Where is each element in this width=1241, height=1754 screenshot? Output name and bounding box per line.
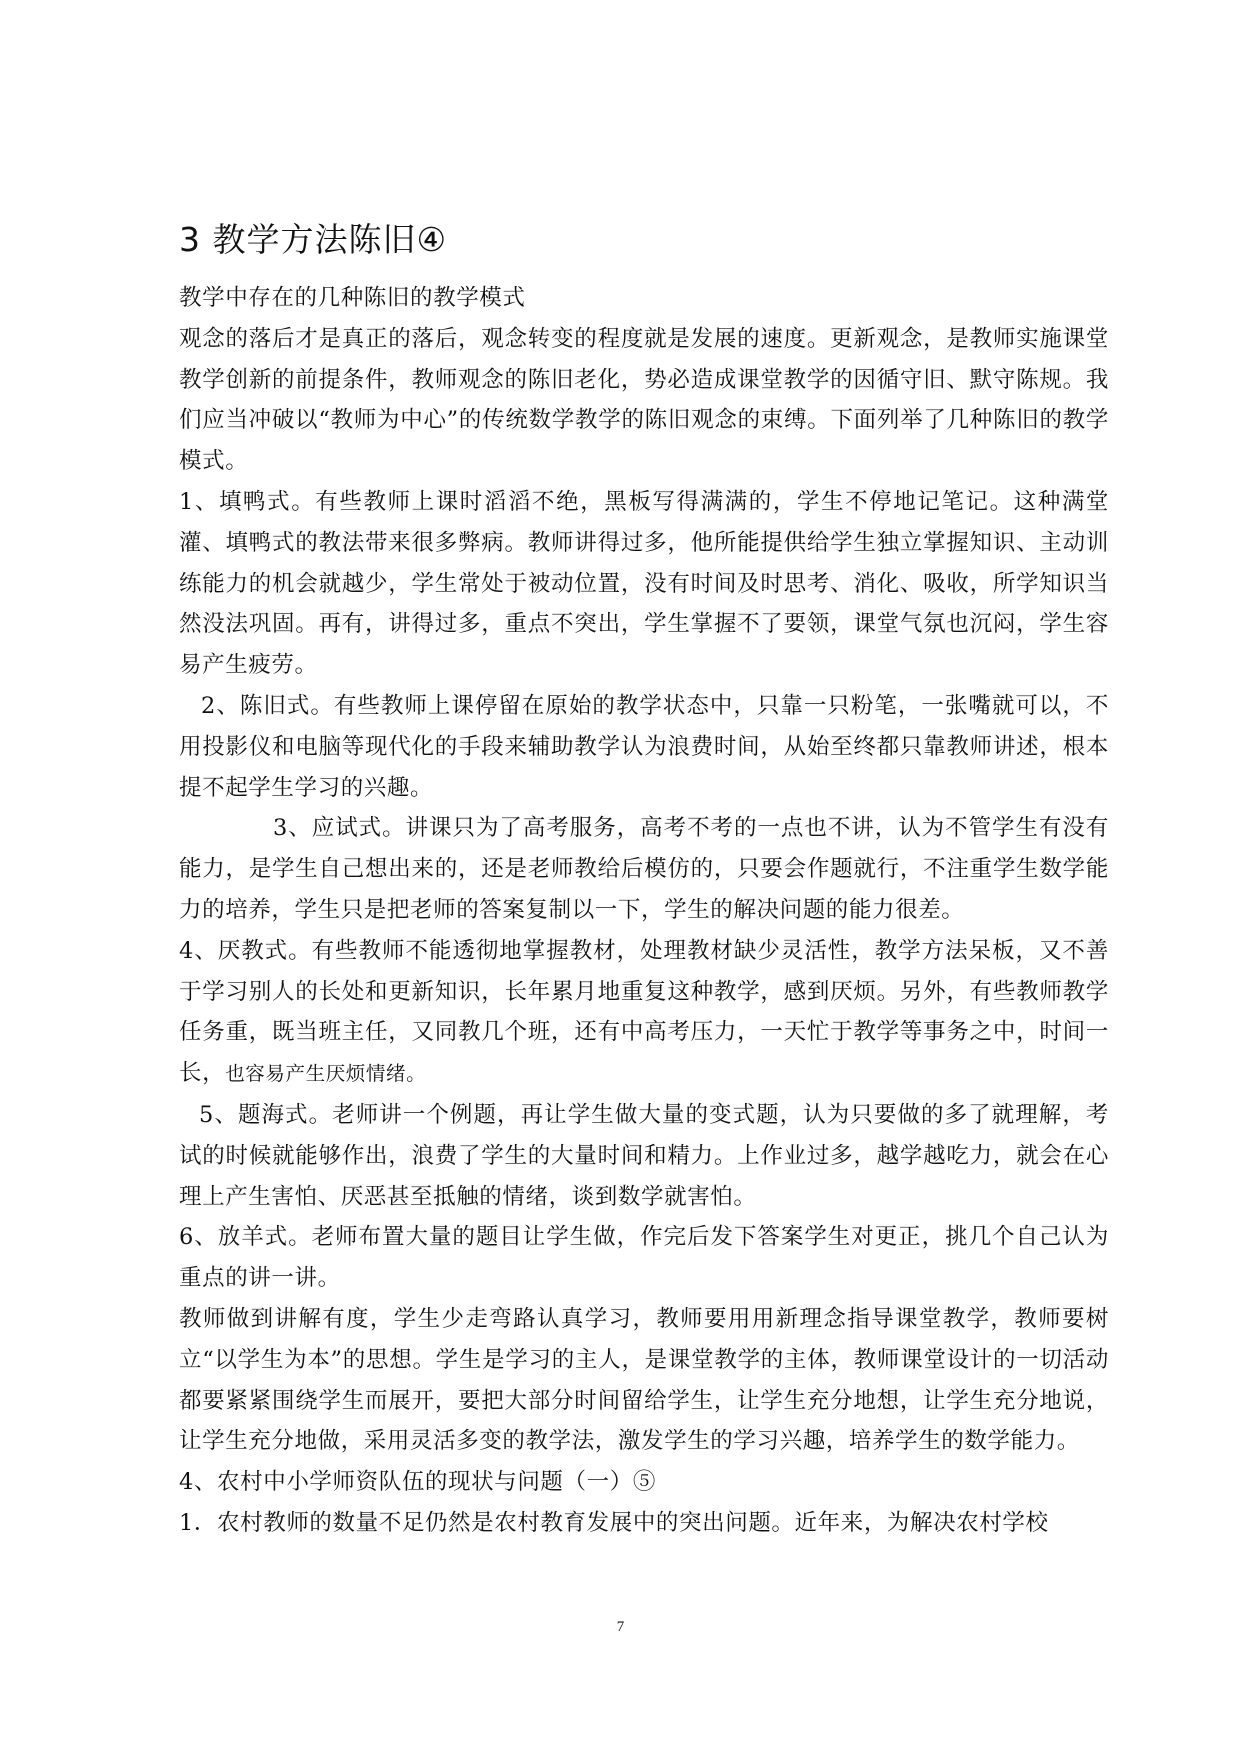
paragraph-item-6: 6、放羊式。老师布置大量的题目让学生做，作完后发下答案学生对更正，挑几个自己认为重点的讲一讲。: [179, 1224, 1109, 1292]
paragraph-intro: 观念的落后才是真正的落后，观念转变的程度就是发展的速度。更新观念，是教师实施课堂教学创新的前提条件，教师观念的陈旧老化，势必造成课堂教学的因循守旧、默守陈规。我们应当冲破以“教师为中心”的传统数学教学的陈旧观念的束缚。下面列举了几种陈旧的教学模式。: [179, 325, 1109, 475]
paragraph-item-2: 2、陈旧式。有些教师上课停留在原始的教学状态中，只靠一只粉笔，一张嘴就可以，不用投影仪和电脑等现代化的手段来辅助教学认为浪费时间，从始至终都只靠教师讲述，根本提不起学生学习的兴趣。: [179, 692, 1109, 801]
paragraph-item-4: [179, 931, 1109, 1095]
paragraph-conclusion: 教师做到讲解有度，学生少走弯路认真学习，教师要用用新理念指导课堂教学，教师要树立“以学生为本”的思想。学生是学习的主人，是课堂教学的主体，教师课堂设计的一切活动都要紧紧围绕学生而展开，要把大部分时间留给学生，让学生充分地想，让学生充分地说，让学生充分地做，采用灵活多变的教学法，激发学生的学习兴趣，培养学生的数学能力。: [179, 1305, 1109, 1455]
paragraph-item-4-main: 4、厌教式。有些教师不能透彻地掌握教材，处理教材缺少灵活性，教学方法呆板，又不善于学习别人的长处和更新知识，长年累月地重复这种教学，感到厌烦。另外，有些教师教学任务重，既当班主任，又同教几个班，还有中高考压力，一天忙于教学等事务之中，时间一长，: [179, 937, 1109, 1087]
paragraph-item-1: 1、填鸭式。有些教师上课时滔滔不绝，黑板写得满满的，学生不停地记笔记。这种满堂灌、填鸭式的教法带来很多弊病。教师讲得过多，他所能提供给学生独立掌握知识、主动训练能力的机会就越少，学生常处于被动位置，没有时间及时思考、消化、吸收，所学知识当然没法巩固。再有，讲得过多，重点不突出，学生掌握不了要领，课堂气氛也沉闷，学生容易产生疲劳。: [179, 488, 1109, 679]
page-number: 7: [616, 1619, 625, 1635]
section-4-title: 4、农村中小学师资队伍的现状与问题（一）⑤: [179, 1469, 656, 1496]
paragraph-item-5: 5、题海式。老师讲一个例题，再让学生做大量的变式题，认为只要做的多了就理解，考试的时候就能够作出，浪费了学生的大量时间和精力。上作业过多，越学越吃力，就会在心理上产生害怕、厌恶甚至抵触的情绪，谈到数学就害怕。: [179, 1101, 1109, 1210]
paragraph-item-3: 3、应试式。讲课只为了高考服务，高考不考的一点也不讲，认为不管学生有没有能力，是学生自己想出来的，还是老师教给后模仿的，只要会作题就行，不注重学生数学能力的培养，学生只是把老师的答案复制以一下，学生的解决问题的能力很差。: [179, 815, 1109, 923]
section-heading: 3 教学方法陈旧④: [179, 220, 448, 259]
section-4-paragraph-1: 1．农村教师的数量不足仍然是农村教育发展中的突出问题。近年来，为解决农村学校: [179, 1509, 1049, 1536]
paragraph-item-4-tail: 也容易产生厌烦情绪。: [225, 1062, 427, 1086]
subtitle: 教学中存在的几种陈旧的教学模式: [179, 285, 526, 311]
page-content: [179, 220, 1109, 1544]
